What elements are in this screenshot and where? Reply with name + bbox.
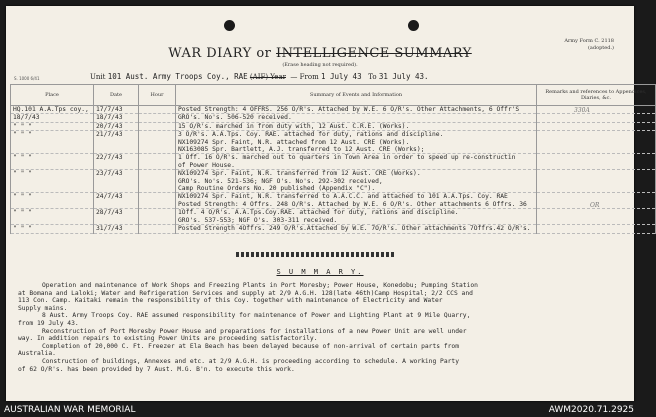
title-main: WAR DIARY bbox=[168, 46, 252, 61]
summary-line: Completion of 20,000 C. Ft. Freezer at Ela Beach has been delayed because of non-arrival of certain parts from bbox=[42, 342, 460, 350]
hour-cell bbox=[139, 106, 176, 114]
event-cell bbox=[176, 209, 537, 225]
date-cell: 24/7/43 bbox=[94, 193, 139, 209]
subtitle: (Erase heading not required). bbox=[282, 62, 358, 68]
date-cell: 31/7/43 bbox=[94, 225, 139, 233]
unit-value: 101 Aust. Army Troops Coy., RAE bbox=[107, 72, 248, 81]
date-cell: 23/7/43 bbox=[94, 170, 139, 193]
diary-page bbox=[6, 6, 647, 401]
place-cell: " " " bbox=[11, 154, 94, 170]
remark-note: OR bbox=[590, 202, 600, 209]
form-ref-line1: Army Form C. 2118 bbox=[564, 38, 614, 44]
event-cell bbox=[176, 170, 537, 193]
remarks-cell bbox=[537, 114, 656, 122]
remarks-cell bbox=[537, 170, 656, 193]
remark-note: 330A bbox=[574, 107, 590, 114]
to-label: To bbox=[368, 73, 377, 81]
event-line: Posted Strength: 4 OFFRS. 256 O/R's. Attached by W.E. 6 O/R's. Other Attachments, 6 Offr'S bbox=[178, 106, 520, 113]
hour-cell bbox=[139, 114, 176, 122]
place-cell: " " " bbox=[11, 225, 94, 233]
summary-line: Reconstruction of Port Moresby Power House and preparations for installations of a new Power Unit are well under bbox=[42, 327, 467, 335]
hour-cell bbox=[139, 154, 176, 170]
summary-line: Operation and maintenance of Work Shops and Freezing Plants in Port Moresby; Power House, Konedobu; Pumping Station bbox=[42, 282, 478, 289]
events-table bbox=[10, 84, 656, 234]
event-line: NX109274 Spr. Faint, N.R. attached from 12 Aust. CRE (Works). bbox=[178, 138, 410, 146]
summary-heading: S U M M A R Y. bbox=[276, 268, 364, 276]
place-cell: " " " bbox=[11, 122, 94, 130]
table-row bbox=[11, 193, 656, 209]
remarks-cell bbox=[537, 154, 656, 170]
date-cell: 28/7/43 bbox=[94, 209, 139, 225]
place-cell: " " " bbox=[11, 193, 94, 209]
footer-bar bbox=[0, 403, 640, 417]
punch-hole bbox=[408, 20, 419, 31]
page-title bbox=[6, 46, 634, 61]
header-place: Place bbox=[11, 85, 94, 106]
remarks-cell bbox=[537, 209, 656, 225]
from-value: 1 July 43 bbox=[320, 72, 362, 81]
date-cell: 17/7/43 bbox=[94, 106, 139, 114]
event-cell bbox=[176, 154, 537, 170]
event-line: NX109274 Spr. Faint, N.R. transferred from 12 Aust. CRE (Works). bbox=[178, 170, 421, 178]
table-row bbox=[11, 209, 656, 225]
hour-cell bbox=[139, 122, 176, 130]
event-line: Camp Routine Orders No. 20 published (Appendix "C"). bbox=[178, 185, 376, 193]
header-date: Date bbox=[94, 85, 139, 106]
remarks-cell bbox=[537, 122, 656, 130]
hour-cell bbox=[139, 225, 176, 233]
event-cell bbox=[176, 193, 537, 209]
summary-line: Australia. bbox=[18, 350, 56, 358]
event-line: 15 O/R's. marched in from duty with, 12 Aust. C.R.E. (Works). bbox=[178, 122, 410, 130]
event-line: 1Off. 4 O/R's. A.A.Tps.Coy.RAE. attached for duty, rations and discipline. bbox=[178, 209, 459, 217]
title-or: or bbox=[256, 46, 272, 61]
place-cell: " " " bbox=[11, 170, 94, 193]
table-row bbox=[11, 106, 656, 114]
place-cell: " " " bbox=[11, 131, 94, 154]
place-cell: 18/7/43 bbox=[11, 114, 94, 122]
remarks-cell bbox=[537, 131, 656, 154]
summary-line: 113 Con. Camp. Kaitaki remain the responsibility of this Coy. together with maintenance of Electricity and Water bbox=[18, 297, 443, 305]
event-line: NX109274 Spr. Faint, N.R. transferred to A.A.C.C. and attached to 101 A.A.Tps. Coy. RAE bbox=[178, 193, 508, 201]
event-cell bbox=[176, 225, 537, 233]
footer-accession: AWM2020.71.2925 bbox=[548, 405, 634, 415]
from-label: From bbox=[299, 73, 319, 81]
summary-line: from 19 July 43. bbox=[18, 320, 79, 327]
event-line: GRO's. 537-553; NGF O's. 303-311 received. bbox=[178, 216, 338, 224]
event-line: Posted Strength 4Offrs. 249 O/R's.Attached by W.E. 7O/R's. Other attachments 7Offrs.42 O/R's. bbox=[178, 225, 531, 233]
hour-cell bbox=[139, 131, 176, 154]
header-hour: Hour bbox=[139, 85, 176, 106]
event-line: Posted Strength: 4 Offrs. 248 O/R's. Attached by W.E. 6 O/R's. Other attachments 6 Offrs. 36 bbox=[178, 200, 527, 208]
event-cell bbox=[176, 114, 537, 122]
event-line: of Power House. bbox=[178, 161, 235, 169]
table-row bbox=[11, 131, 656, 154]
table-row bbox=[11, 225, 656, 233]
table-row bbox=[11, 114, 656, 122]
table-row bbox=[11, 122, 656, 130]
footer-source: AUSTRALIAN WAR MEMORIAL bbox=[4, 405, 136, 415]
form-ref-line2: (adopted.) bbox=[587, 45, 614, 51]
unit-struck: (AIF) Year bbox=[249, 73, 286, 81]
event-line: GRO's. No's. 521-536; NGF O's. No's. 292-302 received, bbox=[178, 177, 383, 185]
summary-line: of 62 O/R's. has been provided by 7 Aust. M.G. B'n. to execute this work. bbox=[18, 365, 295, 373]
summary-line: Supply mains. bbox=[18, 304, 68, 312]
remarks-cell bbox=[537, 225, 656, 233]
summary-line: 8 Aust. Army Troops Coy. RAE assumed responsibility for maintenance of Power and Lighting Plant at 9 Mile Quarry, bbox=[42, 312, 471, 320]
to-value: 31 July 43. bbox=[378, 72, 429, 81]
hour-cell bbox=[139, 209, 176, 225]
hour-cell bbox=[139, 170, 176, 193]
date-cell: 22/7/43 bbox=[94, 154, 139, 170]
event-cell bbox=[176, 131, 537, 154]
event-cell bbox=[176, 106, 537, 114]
section-divider bbox=[236, 252, 396, 257]
title-struck: INTELLIGENCE SUMMARY bbox=[276, 46, 472, 61]
place-cell: " " " bbox=[11, 209, 94, 225]
header-summary: Summary of Events and Information bbox=[176, 85, 537, 106]
event-line: NX163085 Spr. Bartlett, A.J. transferred to 12 Aust. CRE (Works); bbox=[178, 146, 425, 154]
event-line: 1 Off. 16 O/R's. marched out to quarters in Town Area in order to speed up re-constructin bbox=[178, 154, 516, 162]
place-cell: HQ.101 A.A.Tps coy., bbox=[11, 106, 94, 114]
date-cell: 20/7/43 bbox=[94, 122, 139, 130]
header-remarks: Remarks and references to Appendices, Diaries, &c. bbox=[537, 85, 656, 106]
unit-line: Unit 101 Aust. Army Troops Coy., RAE (AIF) Year — From 1 July 43 To 31 July 43. bbox=[90, 72, 429, 81]
event-line: 3 O/R's. A.A.Tps. Coy. RAE. attached for duty, rations and discipline. bbox=[178, 131, 444, 139]
summary-line: way. In addition repairs to existing Power Units are proceeding satisfactorily. bbox=[18, 335, 318, 343]
date-cell: 21/7/43 bbox=[94, 131, 139, 154]
remarks-cell bbox=[537, 106, 656, 114]
summary-line: at Bomana and Laloki; Water and Refrigeration Services and supply at 2/9 A.G.H. 128(late 46th)Camp Hospital; 2/2 CCS and bbox=[18, 289, 473, 297]
hour-cell bbox=[139, 193, 176, 209]
summary-line: Construction of buildings, Annexes and etc. at 2/9 A.G.H. is proceeding according to schedule. A working Party bbox=[42, 358, 460, 365]
table-row bbox=[11, 154, 656, 170]
event-line: GRO's. No's. 506-520 received. bbox=[178, 114, 292, 122]
form-code: S. 1000 6/41 bbox=[14, 76, 40, 81]
date-cell: 18/7/43 bbox=[94, 114, 139, 122]
punch-hole bbox=[224, 20, 235, 31]
table-row bbox=[11, 170, 656, 193]
unit-label: Unit bbox=[90, 73, 106, 81]
event-cell bbox=[176, 122, 537, 130]
